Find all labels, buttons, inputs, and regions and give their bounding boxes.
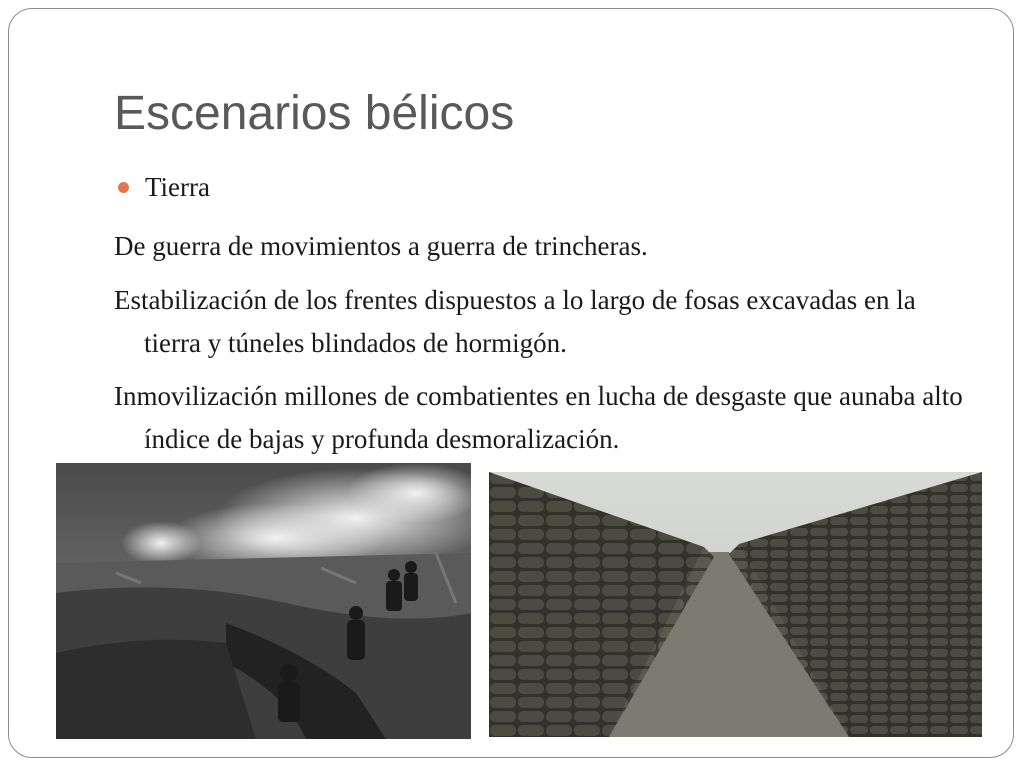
bullet-dot-icon xyxy=(118,182,129,193)
bullet-label: Tierra xyxy=(145,172,210,202)
sandbag-trench-photo xyxy=(489,472,982,737)
bullet-item xyxy=(118,172,210,203)
paragraph-2: Estabilización de los frentes dispuestos a lo largo de fosas excavadas en la tierra y túneles blindados de hormigón. xyxy=(114,285,916,358)
paragraph-1: De guerra de movimientos a guerra de trincheras. xyxy=(114,231,648,261)
trench-battle-photo xyxy=(56,463,471,739)
slide-title: Escenarios bélicos xyxy=(114,87,515,140)
paragraph-3: Inmovilización millones de combatientes en lucha de desgaste que aunaba alto índice de bajas y profunda desmoralización. xyxy=(114,381,963,454)
